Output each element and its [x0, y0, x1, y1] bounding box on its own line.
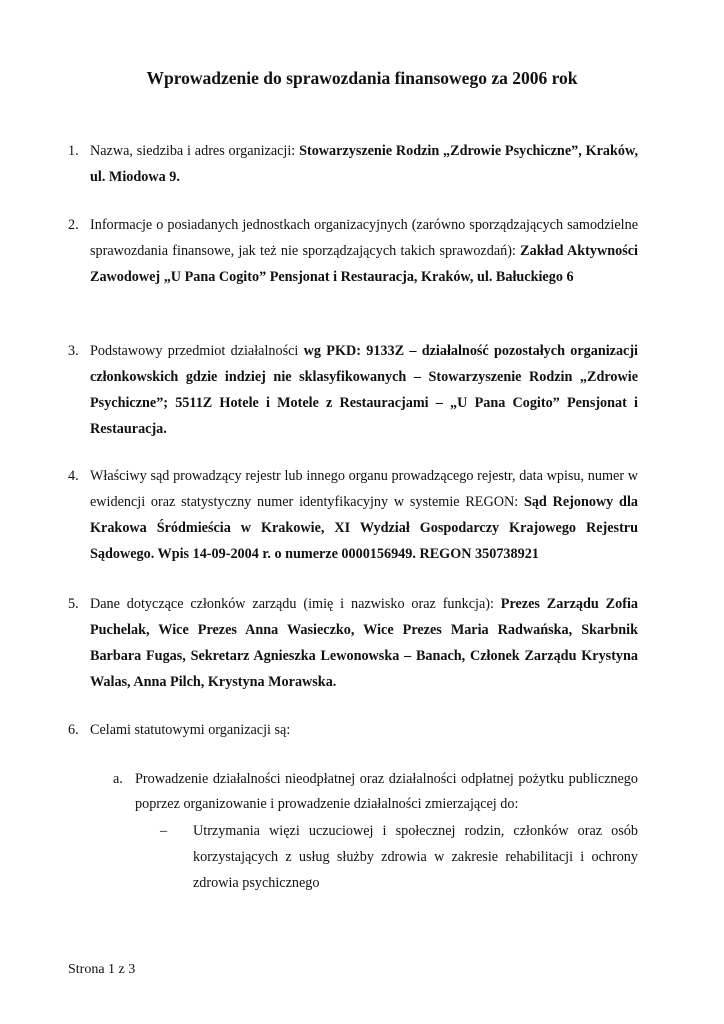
- list-item-5: [68, 591, 638, 695]
- list-item-2: [68, 212, 638, 290]
- item-number: 1.: [68, 143, 79, 159]
- list-item-6: [68, 717, 638, 743]
- document-title: Wprowadzenie do sprawozdania finansowego za 2006 rok: [146, 68, 578, 88]
- list-item-1: [68, 138, 638, 190]
- item-number: 4.: [68, 468, 79, 484]
- dash-item: [160, 818, 638, 896]
- item-bold-text: Zakład Aktywności Zawodowej „U Pana Cogito” Pensjonat i Restauracja, Kraków, ul. Bałuckiego 6: [90, 243, 638, 285]
- item-number: 5.: [68, 596, 79, 612]
- item-text: Właściwy sąd prowadzący rejestr lub innego organu prowadzącego rejestr, data wpisu, numer w ewidencji oraz statystyczny numer identyfikacyjny w systemie REGON:: [90, 468, 638, 510]
- item-bold-text: Stowarzyszenie Rodzin „Zdrowie Psychiczne”, Kraków, ul. Miodowa 9.: [90, 143, 638, 185]
- item-bold-text: Sąd Rejonowy dla Krakowa Śródmieścia w Krakowie, XI Wydział Gospodarczy Krajowego Rejestru Sądowego. Wpis 14-09-2004 r. o numerze 0000156949. REGON 350738921: [90, 494, 638, 562]
- item-text: Podstawowy przedmiot działalności: [90, 343, 304, 359]
- sub-item-a: [113, 767, 638, 817]
- item-number: 2.: [68, 217, 79, 233]
- item-number: 6.: [68, 722, 79, 738]
- item-text: Informacje o posiadanych jednostkach organizacyjnych (zarówno sporządzających samodzielne sprawozdania finansowe, jak też nie sporządzających takich sprawozdań):: [90, 217, 638, 259]
- item-number: 3.: [68, 343, 79, 359]
- item-bold-text: wg PKD: 9133Z – działalność pozostałych organizacji członkowskich gdzie indziej nie sklasyfikowanych – Stowarzyszenie Rodzin „Zdrowie Psychiczne”; 5511Z Hotele i Motele z Restauracjami – „U Pana Cogito” Pensjonat i Restauracja.: [90, 343, 639, 437]
- dash-mark: –: [160, 823, 168, 839]
- item-text: Dane dotyczące członków zarządu (imię i nazwisko oraz funkcja):: [90, 596, 501, 612]
- item-text: Nazwa, siedziba i adres organizacji:: [90, 143, 300, 159]
- item-bold-text: Prezes Zarządu Zofia Puchelak, Wice Prezes Anna Wasieczko, Wice Prezes Maria Radwańska, Skarbnik Barbara Fugas, Sekretarz Agnieszka Lewonowska – Banach, Członek Zarządu Krystyna Walas, Anna Pilch, Krystyna Morawska.: [90, 596, 638, 690]
- page-footer: Strona 1 z 3: [68, 962, 136, 977]
- item-text: Celami statutowymi organizacji są:: [90, 722, 291, 738]
- sub-item-text: Prowadzenie działalności nieodpłatnej oraz działalności odpłatnej pożytku publicznego poprzez organizowanie i prowadzenie działalności zmierzającej do:: [135, 771, 638, 812]
- sub-item-letter: a.: [113, 771, 123, 787]
- list-item-4: [68, 463, 638, 567]
- dash-item-text: Utrzymania więzi uczuciowej i społecznej rodzin, członków oraz osób korzystających z usług służby zdrowia w zakresie rehabilitacji i ochrony zdrowia psychicznego: [193, 823, 638, 891]
- list-item-3: [68, 338, 638, 442]
